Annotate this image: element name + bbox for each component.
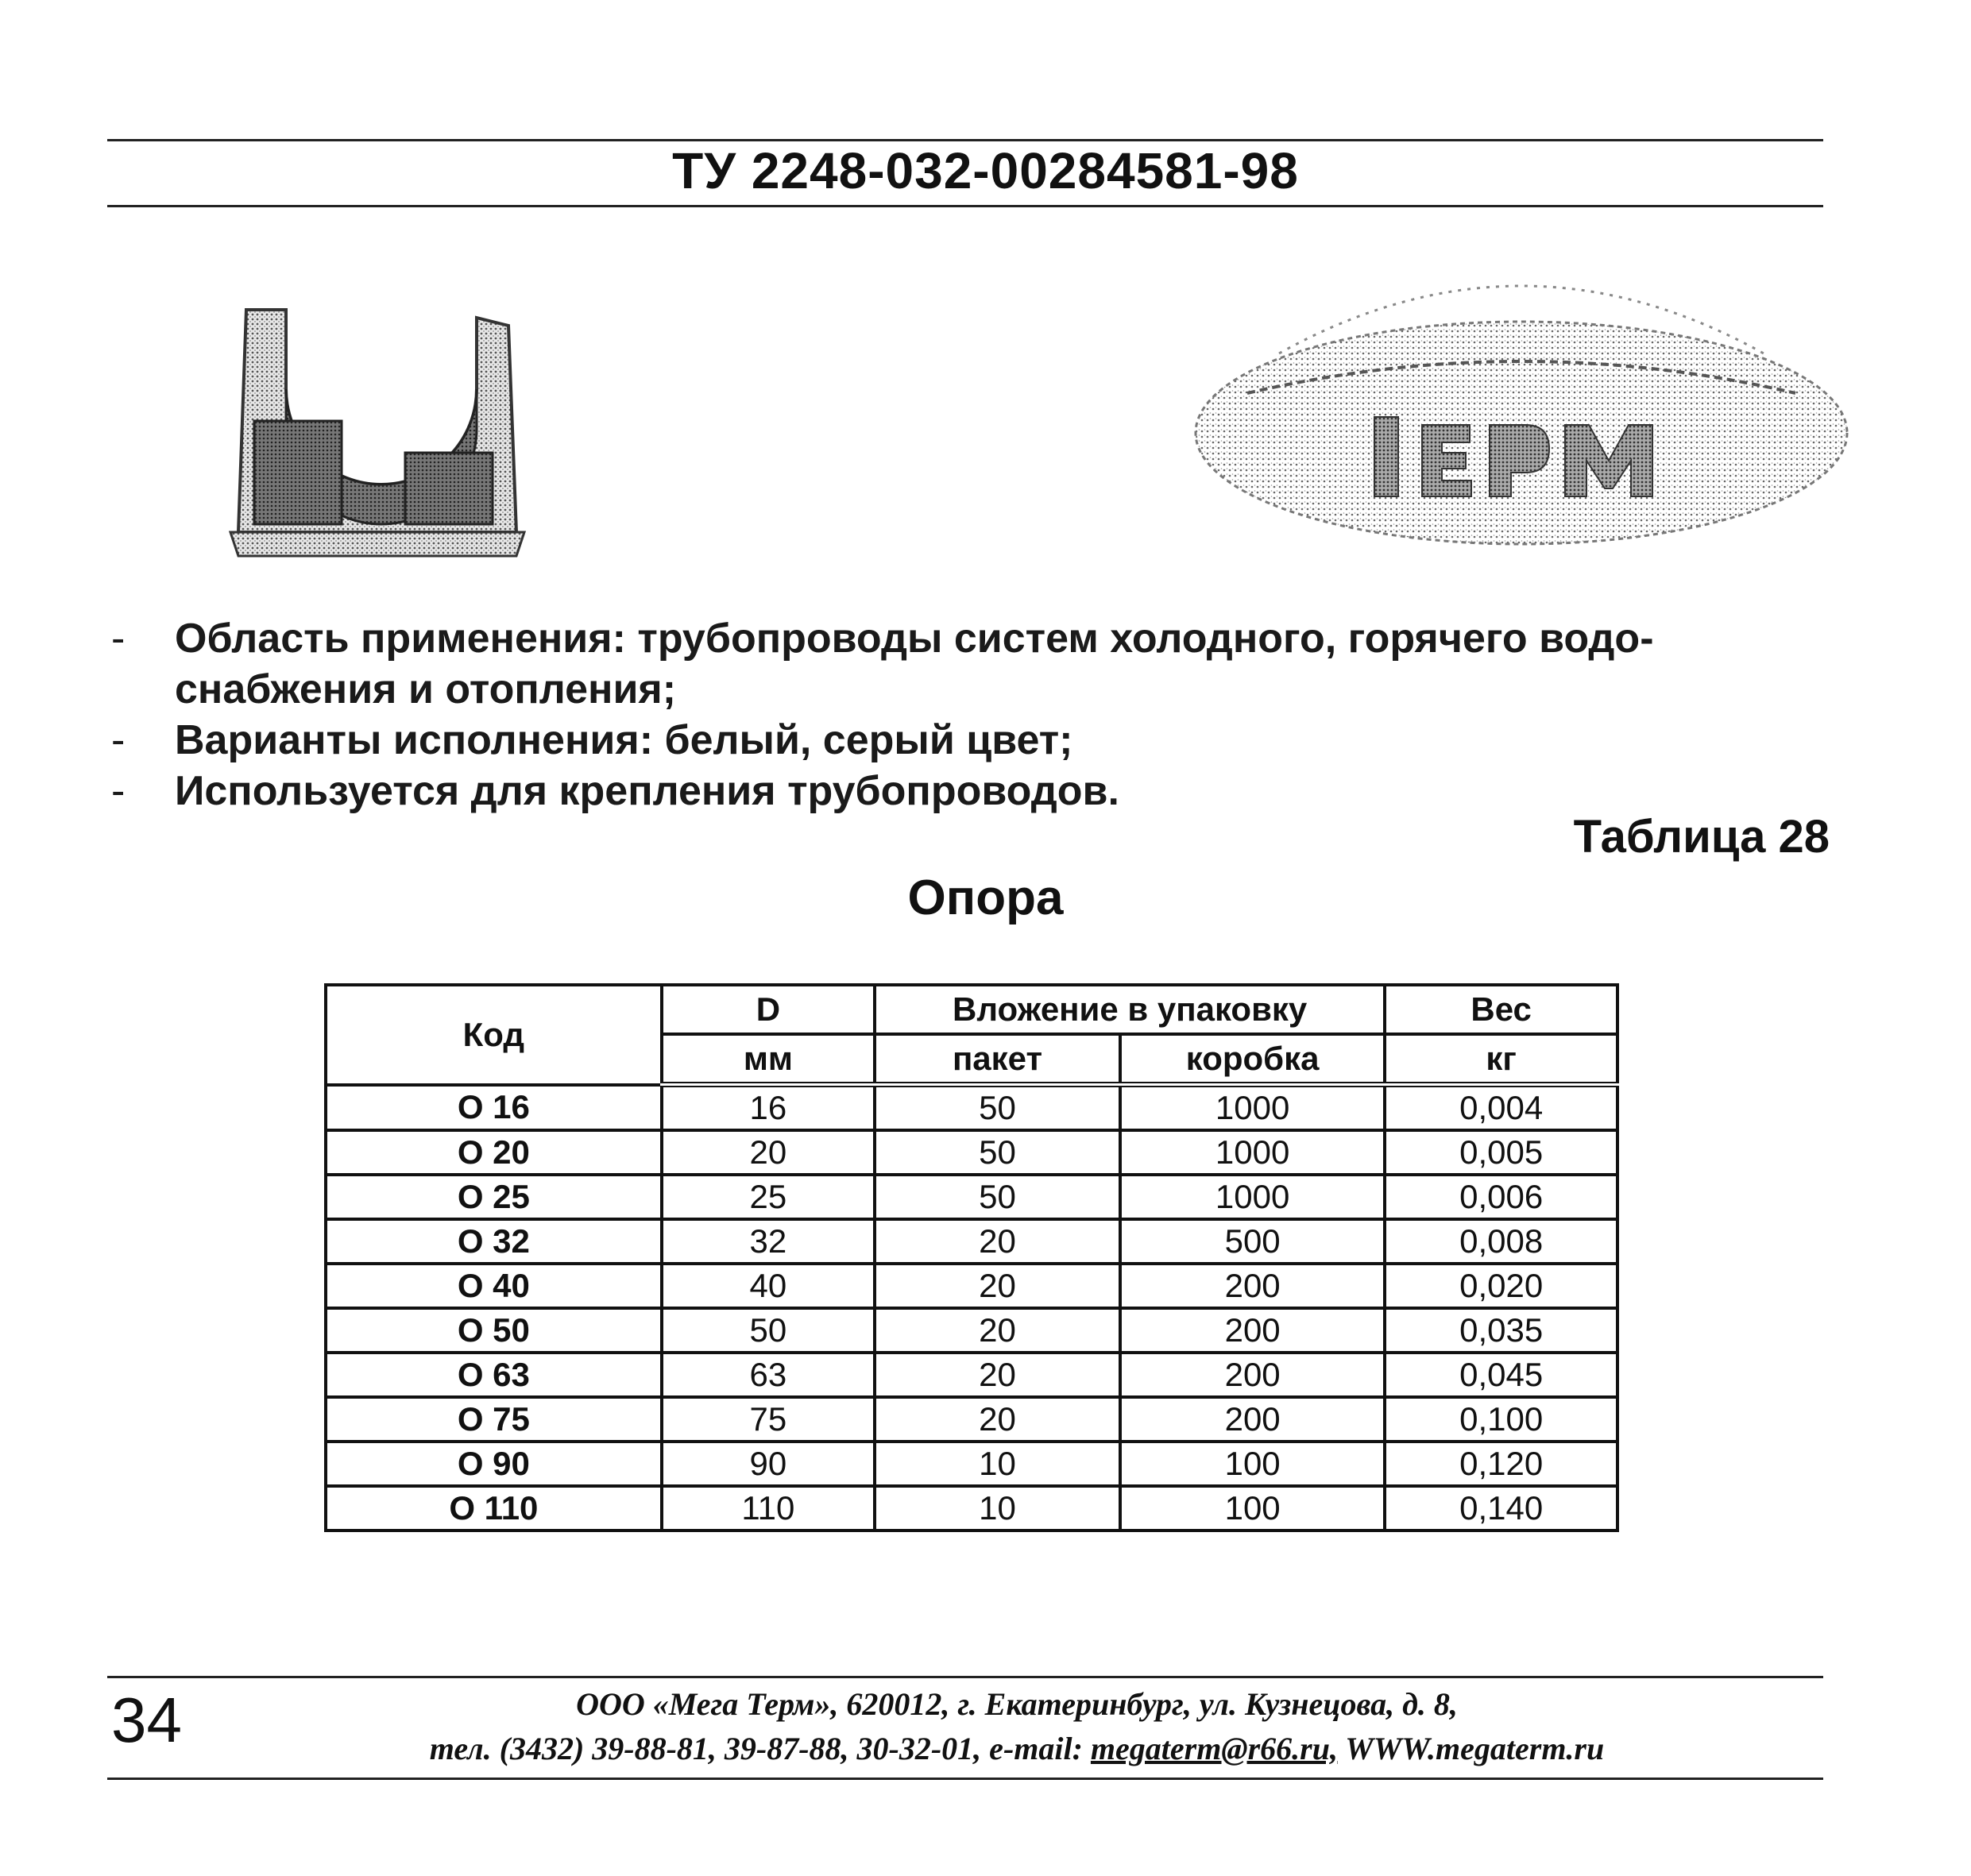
cell-box: 200	[1120, 1264, 1385, 1308]
header-weight-unit: кг	[1385, 1034, 1617, 1085]
footer-address-line	[262, 1685, 1772, 1723]
table-header-row	[326, 985, 1617, 1034]
spec-table	[324, 983, 1619, 1532]
header-box: коробка	[1120, 1034, 1385, 1085]
cell-weight: 0,006	[1385, 1175, 1617, 1219]
table-row	[326, 1442, 1617, 1486]
cell-packet: 20	[875, 1353, 1120, 1397]
list-item	[111, 664, 1843, 715]
cell-code: О 110	[326, 1486, 662, 1531]
cell-box: 100	[1120, 1486, 1385, 1531]
cell-weight: 0,120	[1385, 1442, 1617, 1486]
cell-box: 200	[1120, 1353, 1385, 1397]
table-row	[326, 1085, 1617, 1131]
cell-weight: 0,020	[1385, 1264, 1617, 1308]
cell-packet: 50	[875, 1085, 1120, 1131]
footer-rule-bottom	[107, 1778, 1823, 1780]
list-item-text: Используется для крепления трубопроводов.	[175, 768, 1119, 814]
table-body	[326, 1085, 1617, 1531]
header-packet: пакет	[875, 1034, 1120, 1085]
footer-company: ООО «Мега Терм»,	[576, 1686, 839, 1722]
header-rule-bottom	[107, 205, 1823, 207]
header-diameter-unit: мм	[662, 1034, 875, 1085]
cell-box: 200	[1120, 1308, 1385, 1353]
table-row	[326, 1264, 1617, 1308]
cell-code: О 50	[326, 1308, 662, 1353]
table-row	[326, 1219, 1617, 1264]
cell-packet: 50	[875, 1130, 1120, 1175]
cell-packet: 10	[875, 1442, 1120, 1486]
table-row	[326, 1486, 1617, 1531]
list-item-text: снабжения и отопления;	[175, 666, 677, 712]
table-number: Таблица 28	[1573, 811, 1830, 863]
document-code: ТУ 2248-032-00284581-98	[672, 142, 1299, 199]
footer-contacts-line	[262, 1730, 1772, 1767]
cell-weight: 0,035	[1385, 1308, 1617, 1353]
header-code: Код	[326, 985, 662, 1085]
cell-weight: 0,005	[1385, 1130, 1617, 1175]
footer-email-link[interactable]: megaterm@r66.ru,	[1090, 1731, 1338, 1766]
cell-code: О 20	[326, 1130, 662, 1175]
cell-weight: 0,045	[1385, 1353, 1617, 1397]
feature-list	[111, 613, 1843, 816]
footer-phones: тел. (3432) 39-88-81, 39-87-88, 30-32-01, e-mail:	[429, 1731, 1083, 1766]
page-number: 34	[111, 1685, 182, 1755]
cell-box: 100	[1120, 1442, 1385, 1486]
cell-packet: 20	[875, 1219, 1120, 1264]
cell-box: 1000	[1120, 1130, 1385, 1175]
list-item	[111, 766, 1843, 816]
cell-weight: 0,100	[1385, 1397, 1617, 1442]
cell-code: О 16	[326, 1085, 662, 1131]
cell-diameter: 63	[662, 1353, 875, 1397]
cell-code: О 63	[326, 1353, 662, 1397]
cell-weight: 0,008	[1385, 1219, 1617, 1264]
list-dash: -	[111, 768, 126, 814]
cell-diameter: 90	[662, 1442, 875, 1486]
cell-box: 500	[1120, 1219, 1385, 1264]
cell-packet: 10	[875, 1486, 1120, 1531]
table-caption: Опора	[907, 870, 1064, 925]
cell-box: 1000	[1120, 1175, 1385, 1219]
cell-diameter: 75	[662, 1397, 875, 1442]
cell-code: О 25	[326, 1175, 662, 1219]
list-item-text: Область применения: трубопроводы систем холодного, горячего водо-	[175, 616, 1654, 662]
cell-code: О 75	[326, 1397, 662, 1442]
cell-code: О 32	[326, 1219, 662, 1264]
list-item	[111, 613, 1843, 664]
cell-diameter: 20	[662, 1130, 875, 1175]
header-weight: Вес	[1385, 985, 1617, 1034]
cell-weight: 0,140	[1385, 1486, 1617, 1531]
list-dash: -	[111, 616, 126, 662]
table-row	[326, 1175, 1617, 1219]
list-item	[111, 715, 1843, 766]
header-packing: Вложение в упаковку	[875, 985, 1385, 1034]
cell-diameter: 25	[662, 1175, 875, 1219]
cell-packet: 20	[875, 1264, 1120, 1308]
cell-diameter: 110	[662, 1486, 875, 1531]
cell-box: 1000	[1120, 1085, 1385, 1131]
pipe-clip-support-image	[222, 294, 540, 580]
table-row	[326, 1308, 1617, 1353]
cell-box: 200	[1120, 1397, 1385, 1442]
footer-address: 620012, г. Екатеринбург, ул. Кузнецова, д. 8,	[846, 1686, 1458, 1722]
cell-diameter: 16	[662, 1085, 875, 1131]
cell-code: О 40	[326, 1264, 662, 1308]
table-row	[326, 1353, 1617, 1397]
list-item-text: Варианты исполнения: белый, серый цвет;	[175, 717, 1073, 763]
megaterm-logo	[1184, 234, 1859, 548]
footer-website-link[interactable]: WWW.megaterm.ru	[1345, 1731, 1605, 1766]
table-row	[326, 1130, 1617, 1175]
cell-packet: 50	[875, 1175, 1120, 1219]
cell-code: О 90	[326, 1442, 662, 1486]
list-dash: -	[111, 717, 126, 763]
cell-weight: 0,004	[1385, 1085, 1617, 1131]
cell-diameter: 40	[662, 1264, 875, 1308]
header-diameter: D	[662, 985, 875, 1034]
cell-packet: 20	[875, 1397, 1120, 1442]
cell-packet: 20	[875, 1308, 1120, 1353]
cell-diameter: 32	[662, 1219, 875, 1264]
footer-rule-top	[107, 1676, 1823, 1678]
cell-diameter: 50	[662, 1308, 875, 1353]
table-row	[326, 1397, 1617, 1442]
